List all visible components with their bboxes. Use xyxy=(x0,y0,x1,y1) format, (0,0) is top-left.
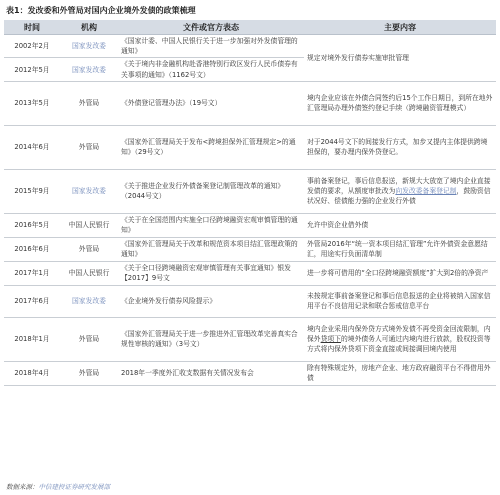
source-label: 数据来源： xyxy=(6,483,39,491)
table-row xyxy=(4,237,496,261)
header-content: 主要内容 xyxy=(304,20,496,35)
content-fragment: ，鼓励资信状况好、偿债能力强的企业发行外债 xyxy=(307,187,491,206)
cell-document: 《国家计委、中国人民银行关于进一步加强对外发债管理的通知》 xyxy=(118,35,304,58)
content-fragment: 事前备案登记，事后信息报送，新规大大放宽了境内企业直接发债的要求，从额度审批改为 xyxy=(307,177,491,196)
table-row xyxy=(4,285,496,317)
cell-date: 2016年5月 xyxy=(4,213,60,237)
policy-table xyxy=(4,20,496,386)
table-row xyxy=(4,169,496,213)
cell-date: 2018年1月 xyxy=(4,317,60,361)
cell-content: 境内企业应该在外债合同签约后15个工作日期日，到所在地外汇管理局办理外债签约登记手续（跨境融资管理模式） xyxy=(304,81,496,125)
cell-content xyxy=(304,169,496,213)
cell-date: 2014年6月 xyxy=(4,125,60,169)
cell-date: 2017年6月 xyxy=(4,285,60,317)
cell-document: 《企业境外发行债券风险提示》 xyxy=(118,285,304,317)
cell-org: 外管局 xyxy=(60,361,118,385)
cell-content: 进一步将可借用的“全口径跨境融资额度”扩大到2倍的净资产 xyxy=(304,261,496,285)
cell-org: 外管局 xyxy=(60,125,118,169)
cell-org: 外管局 xyxy=(60,81,118,125)
table-row xyxy=(4,317,496,361)
cell-content: 允许中资企业借外债 xyxy=(304,213,496,237)
cell-document: 《国家外汇管理局关于改革和规范资本项目结汇管理政策的通知》 xyxy=(118,237,304,261)
cell-org: 国家发改委 xyxy=(60,58,118,81)
cell-org: 外管局 xyxy=(60,317,118,361)
cell-org: 国家发改委 xyxy=(60,285,118,317)
table-body xyxy=(4,35,496,386)
table-row xyxy=(4,125,496,169)
cell-date: 2002年2月 xyxy=(4,35,60,58)
cell-content: 规定对境外发行债券实施审批管理 xyxy=(304,35,496,82)
header-doc: 文件或官方表态 xyxy=(118,20,304,35)
table-row xyxy=(4,35,496,58)
cell-org: 中国人民银行 xyxy=(60,213,118,237)
header-org: 机构 xyxy=(60,20,118,35)
cell-date: 2012年5月 xyxy=(4,58,60,81)
cell-content: 外管局2016年“统一资本项目结汇管理”允许外债资金意愿结汇，用途实行负面清单制 xyxy=(304,237,496,261)
cell-content: 除有特殊规定外，房地产企业、地方政府融资平台不得借用外债 xyxy=(304,361,496,385)
header-date: 时间 xyxy=(4,20,60,35)
cell-document: 《国家外汇管理局关于发布<跨境担保外汇管理规定>的通知》（29号文） xyxy=(118,125,304,169)
table-row xyxy=(4,261,496,285)
source-brand: 中信建投证券研究发展部 xyxy=(38,483,110,491)
cell-document: 《关于全口径跨境融资宏观审慎管理有关事宜通知》银发【2017】9号文 xyxy=(118,261,304,285)
cell-content: 对于2044号文下的间接发行方式，加步又提内主体提供跨境担保的，要办理内保外贷登记。 xyxy=(304,125,496,169)
cell-date: 2017年1月 xyxy=(4,261,60,285)
cell-document: 《关于在全国范围内实施全口径跨境融资宏观审慎管理的通知》 xyxy=(118,213,304,237)
content-fragment: 向发改委备案登记制 xyxy=(395,187,457,196)
table-row xyxy=(4,361,496,385)
table-title: 表1：发改委和外管局对国内企业境外发债的政策梳理 xyxy=(6,6,196,15)
content-fragment: 的境外债务人可通过内境内进行放款，股权投资等方式将内保外贷项下资金直接或间接调回境内使用 xyxy=(307,335,491,354)
cell-content xyxy=(304,317,496,361)
content-fragment: 境内企业采用内保外贷方式境外发债不再受资金回流限制，内保外 xyxy=(307,325,491,344)
cell-document: 《关于境内非金融机构赴香港特别行政区发行人民币债券有关事项的通知》（1162号文） xyxy=(118,58,304,81)
cell-org: 外管局 xyxy=(60,237,118,261)
cell-date: 2015年9月 xyxy=(4,169,60,213)
table-header-row xyxy=(4,20,496,35)
cell-org: 国家发改委 xyxy=(60,169,118,213)
cell-date: 2018年4月 xyxy=(4,361,60,385)
cell-content: 未按规定事前备案登记和事后信息报送的企业将被纳入国家信用平台不良信用记录和联合惩戒信息平台 xyxy=(304,285,496,317)
cell-date: 2013年5月 xyxy=(4,81,60,125)
cell-date: 2016年6月 xyxy=(4,237,60,261)
cell-document: 2018年一季度外汇收支数据有关情况发布会 xyxy=(118,361,304,385)
table-row xyxy=(4,213,496,237)
table-row xyxy=(4,81,496,125)
cell-org: 中国人民银行 xyxy=(60,261,118,285)
cell-document: 《国家外汇管理局关于进一步推进外汇管理改革完善真实合规性审核的通知》（3号文） xyxy=(118,317,304,361)
cell-document: 《外债登记管理办法》（19号文） xyxy=(118,81,304,125)
source-note xyxy=(6,482,110,491)
content-fragment: 贷项下 xyxy=(320,335,341,344)
cell-org: 国家发改委 xyxy=(60,35,118,58)
cell-document: 《关于推进企业发行外债备案登记制管理改革的通知》（2044号文） xyxy=(118,169,304,213)
